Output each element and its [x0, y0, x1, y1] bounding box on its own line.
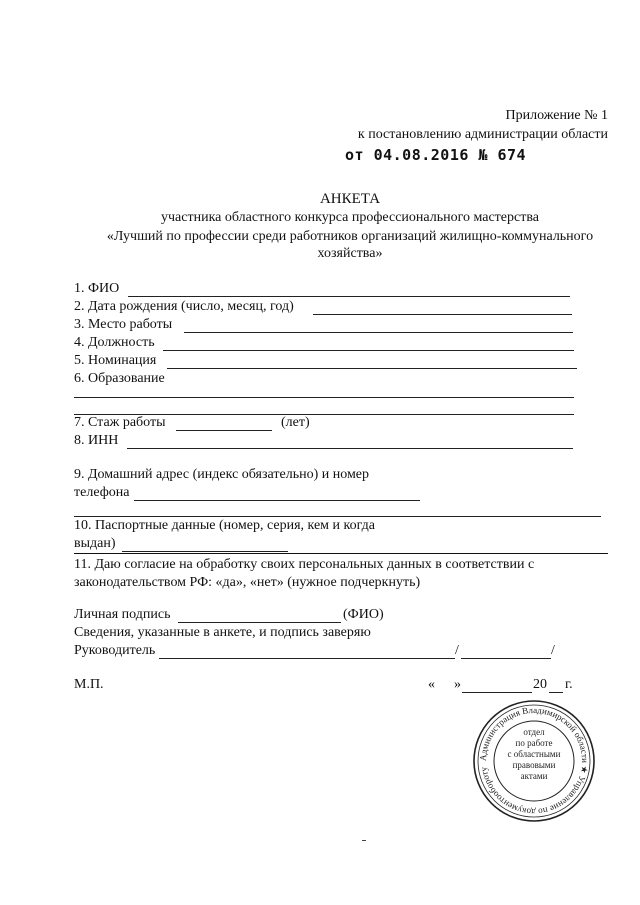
field-inn-label: 8. ИНН — [74, 433, 119, 448]
head-slash-2: / — [551, 643, 555, 658]
field-nomination-line[interactable] — [167, 368, 577, 369]
official-seal — [470, 697, 598, 825]
year-suffix: г. — [565, 677, 573, 692]
field-position-line[interactable] — [163, 350, 574, 351]
personal-signature-label: Личная подпись — [74, 607, 171, 622]
mp-label: М.П. — [74, 677, 104, 692]
field-experience-unit: (лет) — [281, 415, 310, 430]
head-name-line[interactable] — [461, 658, 551, 659]
field-phone-line[interactable] — [134, 500, 420, 501]
date-month-line[interactable] — [462, 692, 532, 693]
personal-signature-line[interactable] — [178, 622, 341, 623]
field-experience-label: 7. Стаж работы — [74, 415, 166, 430]
date-close-quote: » — [454, 677, 461, 692]
title-line-2: «Лучший по профессии среди работников организаций жилищно-коммунального — [106, 229, 594, 244]
seal-center-line: актами — [520, 771, 548, 781]
appendix-label: Приложение № 1 — [505, 108, 608, 123]
field-phone-label: телефона — [74, 485, 130, 500]
field-work-line[interactable] — [184, 332, 573, 333]
consent-line-2: законодательством РФ: «да», «нет» (нужное подчеркнуть) — [74, 575, 421, 590]
field-passport-divider — [74, 553, 608, 554]
fio-label: (ФИО) — [343, 607, 384, 622]
field-issued-line[interactable] — [122, 551, 288, 552]
stray-mark — [362, 840, 366, 841]
title-line-3: хозяйства» — [317, 246, 383, 261]
seal-ring-text: Администрация Владимирской области ★ Управление по документообороту — [477, 704, 591, 818]
year-prefix: 20 — [533, 677, 547, 692]
seal-center-line: отдел — [523, 727, 545, 737]
field-position-label: 4. Должность — [74, 335, 155, 350]
head-label: Руководитель — [74, 643, 156, 658]
date-open-quote: « — [428, 677, 435, 692]
field-address-label: 9. Домашний адрес (индекс обязательно) и номер — [74, 467, 370, 482]
title-line-1: участника областного конкурса профессионального мастерства — [161, 210, 539, 225]
certify-label: Сведения, указанные в анкете, и подпись заверяю — [74, 625, 371, 640]
form-title: АНКЕТА — [319, 191, 381, 207]
field-fio-line[interactable] — [128, 296, 570, 297]
field-experience-line[interactable] — [176, 430, 272, 431]
field-address-extra-line[interactable] — [74, 516, 601, 517]
field-inn-line[interactable] — [127, 448, 573, 449]
field-fio-label: 1. ФИО — [74, 281, 120, 296]
head-slash-1: / — [455, 643, 459, 658]
field-passport-label: 10. Паспортные данные (номер, серия, кем и когда — [74, 518, 375, 533]
consent-line-1: 11. Даю согласие на обработку своих персональных данных в соответствии с — [74, 557, 535, 572]
field-education-label: 6. Образование — [74, 371, 165, 386]
date-number-stamp: от 04.08.2016 № 674 — [345, 146, 527, 164]
field-education-line-1[interactable] — [74, 397, 574, 398]
seal-center-line: правовыми — [512, 760, 556, 770]
field-work-label: 3. Место работы — [74, 317, 173, 332]
seal-center-text — [508, 727, 561, 781]
field-birth-label: 2. Дата рождения (число, месяц, год) — [74, 299, 294, 314]
field-nomination-label: 5. Номинация — [74, 353, 157, 368]
field-birth-line[interactable] — [313, 314, 572, 315]
head-signature-line[interactable] — [159, 658, 455, 659]
seal-center-line: с областными — [507, 749, 561, 759]
year-line[interactable] — [549, 692, 563, 693]
seal-center-line: по работе — [515, 738, 553, 748]
field-issued-label: выдан) — [74, 536, 116, 551]
resolution-label: к постановлению администрации области — [357, 127, 608, 142]
